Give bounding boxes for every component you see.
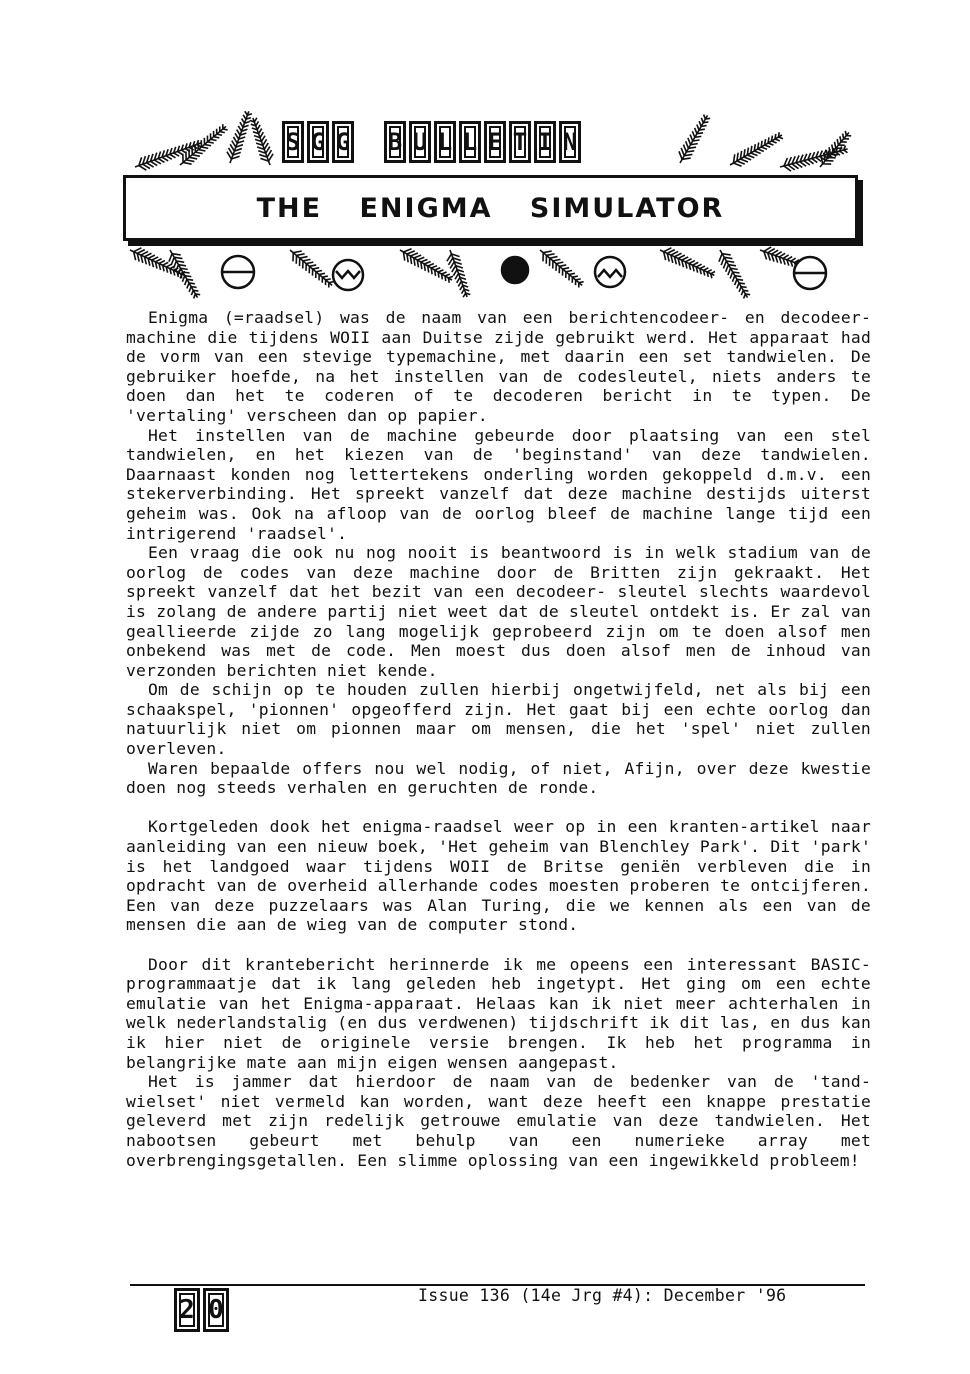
bulletin-header [120,105,870,305]
article-title-box [123,175,858,241]
logo-letter: E [484,121,506,163]
paragraph: Het is jammer dat hierdoor de naam van de bedenker van de 'tand- wielset' niet vermeld kan worden, want deze heeft een knappe prestatie geleverd met zijn redelijk getrouwe emulatie van deze tandwielen. Het nabootsen gebeurt met behulp van een numerieke array met overbrengingsgetallen. Een slimme oplossing van een ingewikkeld probleem! [126,1072,871,1170]
logo-word-bulletin [382,121,583,163]
paragraph: Enigma (=raadsel) was de naam van een berichtencodeer- en decodeer-machine die tijdens WOII aan Duitse zijde gebruikt werd. Het apparaat had de vorm van een stevige typemachine, met daarin een set tandwielen. De gebruiker hoefde, na het instellen van de codesleutel, niets anders te doen dan het te coderen of te decoderen bericht in te typen. De 'vertaling' verscheen dan op papier. [126,308,871,425]
article-title: THE ENIGMA SIMULATOR [256,192,725,224]
logo-word-sgg [280,121,356,163]
logo-letter: S [282,121,304,163]
page-number-digit: 2 [174,1288,200,1332]
sgg-bulletin-logo [280,117,583,167]
paragraph: Waren bepaalde offers nou wel nodig, of niet, Afijn, over deze kwestie doen nog steeds verhalen en geruchten de ronde. [126,758,871,798]
page-footer [130,1278,865,1338]
logo-letter: I [534,121,556,163]
article-body [126,308,871,1170]
paragraph: Om de schijn op te houden zullen hierbij ongetwijfeld, net als bij een schaakspel, 'pionnen' opgeofferd zijn. Het gaat bij een echte oorlog dan natuurlijk niet om pionnen maar om mensen, die het 'spel' niet zullen overleven. [126,680,871,759]
logo-letter: L [459,121,481,163]
paragraph: Kortgeleden dook het enigma-raadsel weer op in een kranten-artikel naar aanleiding van een nieuw boek, 'Het geheim van Blenchley Park'. Dit 'park' is het landgoed waar tijdens WOII de Britse geniën verbleven die in opdracht van de overheid allerhande codes moesten proberen te ontcijferen. Een van deze puzzelaars was Alan Turing, die we kennen als een van de mensen die aan de wieg van de computer stond. [126,817,871,935]
page-number [174,1288,229,1332]
logo-letter: U [409,121,431,163]
logo-letter: B [384,121,406,163]
paragraph: Door dit krantebericht herinnerde ik me opeens een interessant BASIC-programmaatje dat ik lang geleden heb ingetypt. Het ging om een echte emulatie van het Enigma-apparaat. Helaas kan ik niet meer achterhalen in welk nederlandstalig (en dus verdwenen) tijdschrift ik dit las, en dus kan ik hier niet de originele versie brengen. Ik heb het programma in belangrijke mate aan mijn eigen wensen aangepast. [126,954,871,1072]
logo-letter: G [332,121,354,163]
logo-letter: L [434,121,456,163]
page-number-digit: 0 [203,1288,229,1332]
logo-letter: T [509,121,531,163]
issue-info: Issue 136 (14e Jrg #4): December '96 [414,1286,790,1305]
logo-letter: N [559,121,581,163]
logo-letter: G [307,121,329,163]
paragraph: Het instellen van de machine gebeurde door plaatsing van een stel tandwielen, en het kiezen van de 'beginstand' van deze tandwielen. Daarnaast konden nog lettertekens onderling worden gekoppeld d.m.v. een stekerverbinding. Het spreekt vanzelf dat deze machine destijds uiterst geheim was. Ook na afloop van de oorlog bleef de machine lange tijd een intrigerend 'raadsel'. [126,425,871,543]
paragraph: Een vraag die ook nu nog nooit is beantwoord is in welk stadium van de oorlog de codes van deze machine door de Britten zijn gekraakt. Het spreekt vanzelf dat het bezit van een decodeer- sleutel slechts waardevol is zolang de andere partij niet weet dat de sleutel ontdekt is. Er zal van geallieerde zijde zo lang mogelijk geprobeerd zijn om te doen alsof men onbekend was met de code. Men moest dus doen alsof men de inhoud van verzonden berichten niet kende. [126,543,871,680]
